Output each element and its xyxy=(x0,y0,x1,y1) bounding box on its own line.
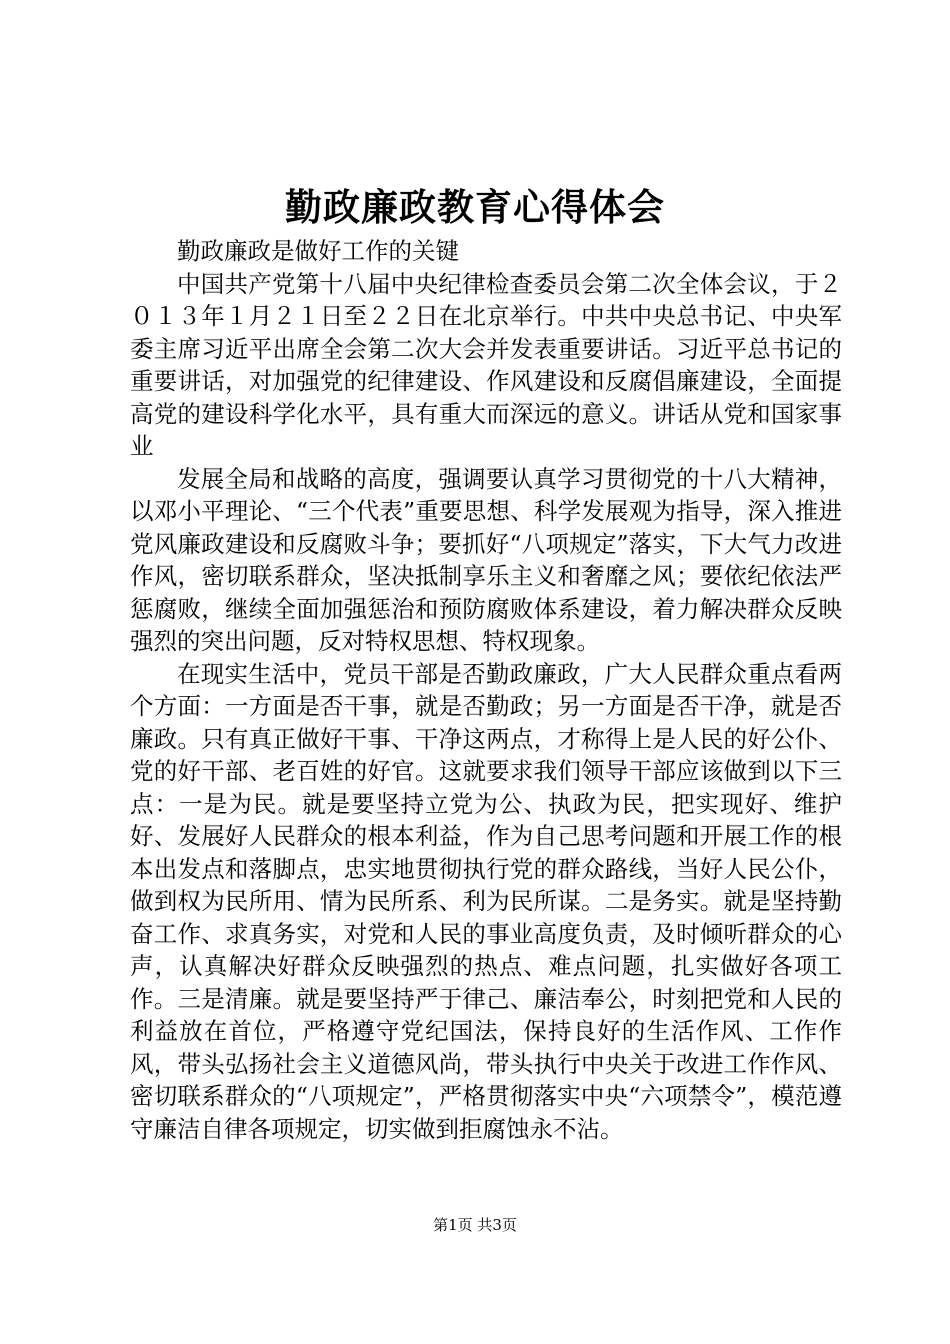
document-title: 勤政廉政教育心得体会 xyxy=(285,185,665,229)
paragraph-practice: 在现实生活中，党员干部是否勤政廉政，广大人民群众重点看两个方面：一方面是否干事，就是否勤政；另一方面是否干净，就是否廉政。只有真正做好干事、干净这两点，才称得上是人民的好公仆、党的好干部、老百姓的好官。这就要求我们领导干部应该做到以下三点：一是为民。就是要坚持立党为公、执政为民，把实现好、维护好、发展好人民群众的根本利益，作为自己思考问题和开展工作的根本出发点和落脚点，忠实地贯彻执行党的群众路线，当好人民公仆，做到权为民所用、情为民所系、利为民所谋。二是务实。就是坚持勤奋工作、求真务实，对党和人民的事业高度负责，及时倾听群众的心声，认真解决好群众反映强烈的热点、难点问题，扎实做好各项工作。三是清廉。就是要坚持严于律己、廉洁奉公，时刻把党和人民的利益放在首位，严格遵守党纪国法，保持良好的生活作风、工作作风，带头弘扬社会主义道德风尚，带头执行中央关于改进工作作风、密切联系群众的“八项规定”，严格贯彻落实中央“六项禁令”，模范遵守廉洁自律各项规定，切实做到拒腐蚀永不沾。 xyxy=(130,659,842,1143)
document-body xyxy=(130,235,842,1145)
page-number-footer: 第1页 共3页 xyxy=(433,1216,517,1234)
paragraph-subtitle: 勤政廉政是做好工作的关键 xyxy=(177,237,459,265)
paragraph-strategy: 发展全局和战略的高度，强调要认真学习贯彻党的十八大精神，以邓小平理论、“三个代表”重要思想、科学发展观为指导，深入推进党风廉政建设和反腐败斗争；要抓好“八项规定”落实，下大气力改进作风，密切联系群众，坚决抵制享乐主义和奢靡之风；要依纪依法严惩腐败，继续全面加强惩治和预防腐败体系建设，着力解决群众反映强烈的突出问题，反对特权思想、特权现象。 xyxy=(130,464,842,655)
paragraph-meeting: 中国共产党第十八届中央纪律检查委员会第二次全体会议，于２０１３年１月２１日至２２日在北京举行。中共中央总书记、中央军委主席习近平出席全会第二次大会并发表重要讲话。习近平总书记的重要讲话，对加强党的纪律建设、作风建设和反腐倡廉建设，全面提高党的建设科学化水平，具有重大而深远的意义。讲话从党和国家事业 xyxy=(130,269,842,460)
